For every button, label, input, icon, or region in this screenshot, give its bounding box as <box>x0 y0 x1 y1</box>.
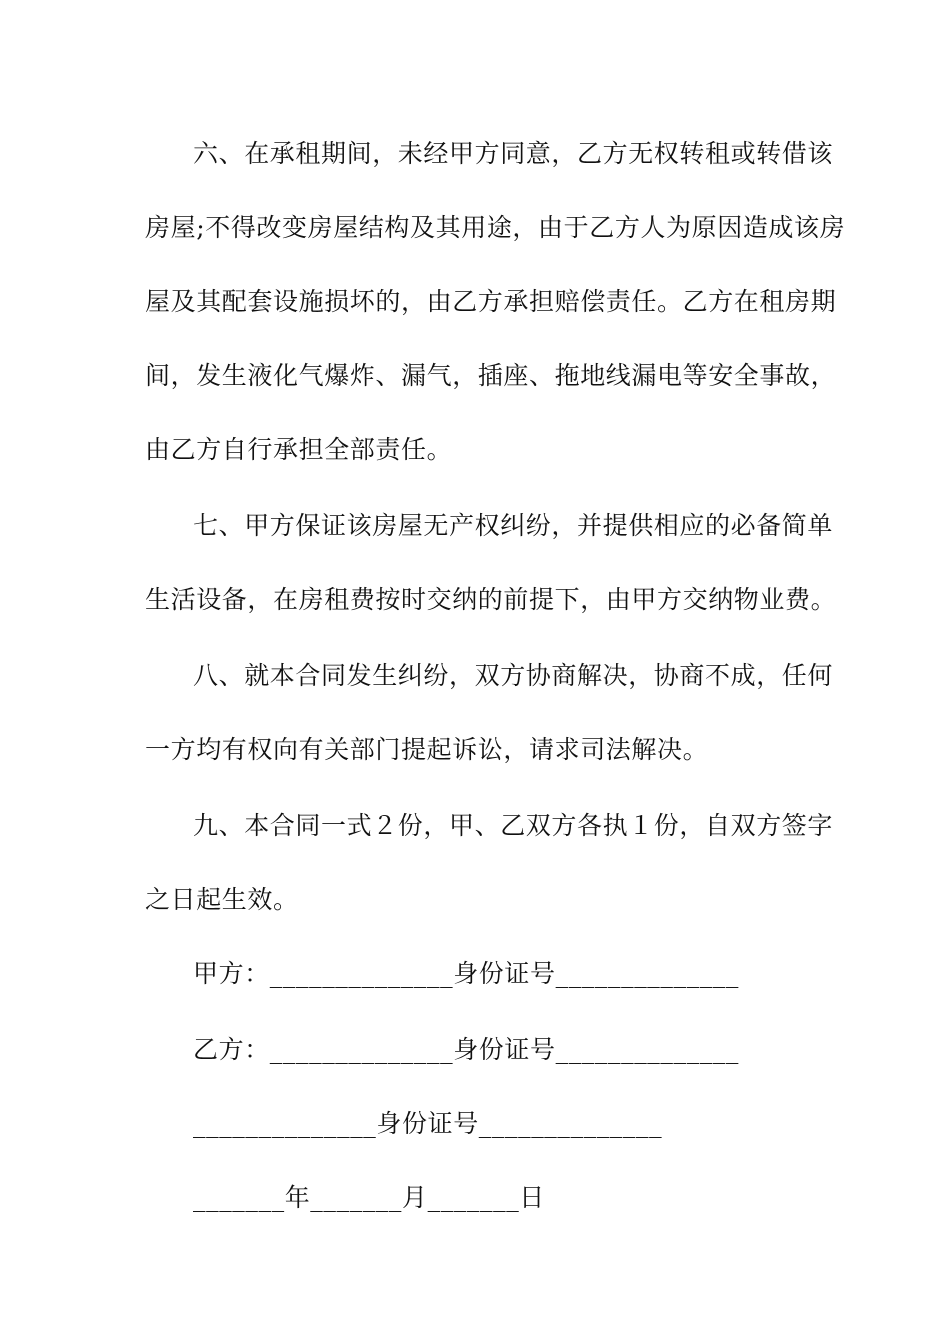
party-a-signature-line: 甲方：______________身份证号______________ <box>193 959 740 988</box>
clause-6-line-3: 屋及其配套设施损坏的，由乙方承担赔偿责任。乙方在租房期 <box>145 287 837 316</box>
clause-6-line-1: 六、在承租期间，未经甲方同意，乙方无权转租或转借该 <box>193 139 834 168</box>
clause-6-line-4: 间，发生液化气爆炸、漏气，插座、拖地线漏电等安全事故， <box>145 361 837 390</box>
third-signature-line: ______________身份证号______________ <box>193 1109 663 1138</box>
clause-8-line-1: 八、就本合同发生纠纷，双方协商解决，协商不成，任何 <box>193 661 834 690</box>
clause-6-line-5: 由乙方自行承担全部责任。 <box>145 435 453 464</box>
clause-7-line-2: 生活设备，在房租费按时交纳的前提下，由甲方交纳物业费。 <box>145 585 837 614</box>
clause-7-line-1: 七、甲方保证该房屋无产权纠纷，并提供相应的必备简单 <box>193 511 834 540</box>
date-line: _______年_______月_______日 <box>193 1183 545 1212</box>
party-b-signature-line: 乙方：______________身份证号______________ <box>193 1035 740 1064</box>
clause-9-line-2: 之日起生效。 <box>145 885 299 914</box>
clause-6-line-2: 房屋;不得改变房屋结构及其用途，由于乙方人为原因造成该房 <box>145 213 846 242</box>
clause-9-line-1: 九、本合同一式２份，甲、乙双方各执１份，自双方签字 <box>193 811 834 840</box>
clause-8-line-2: 一方均有权向有关部门提起诉讼，请求司法解决。 <box>145 735 709 764</box>
